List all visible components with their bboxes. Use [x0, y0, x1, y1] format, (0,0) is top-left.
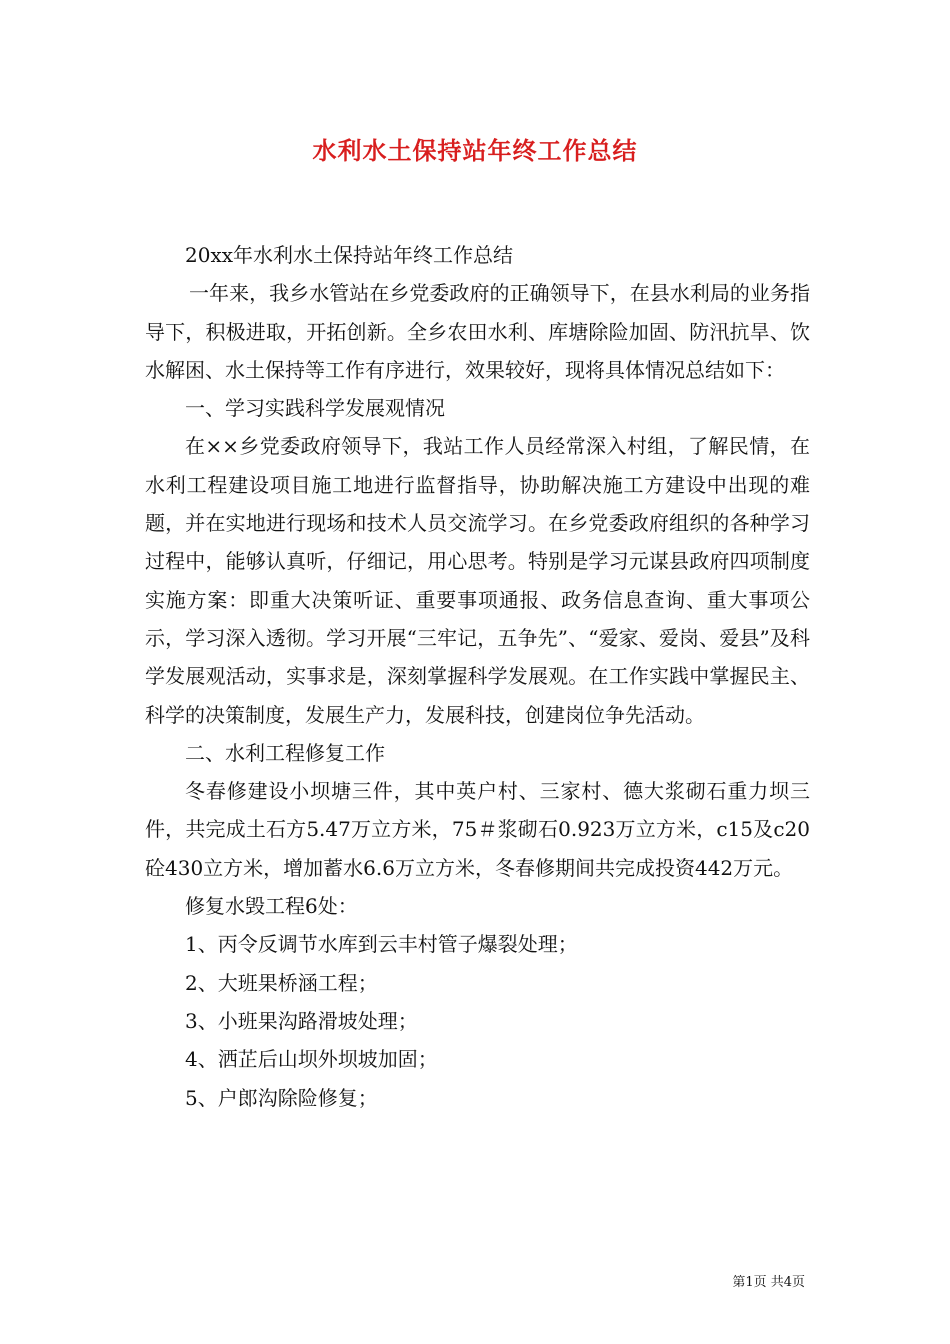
list-item: 2、大班果桥涵工程；	[185, 970, 378, 995]
paragraph-intro: 一年来，我乡水管站在乡党委政府的正确领导下，在县水利局的业务指导下，积极进取，开拓创新。全乡农田水利、库塘除险加固、防汛抗旱、饮水解困、水土保持等工作有序进行，效果较好，现将具体情况总结如下：	[145, 281, 810, 382]
paragraph-repair-count: 修复水毁工程6处：	[185, 894, 358, 919]
list-item: 3、小班果沟路滑坡处理；	[185, 1008, 418, 1033]
list-item: 4、洒芷后山坝外坝坡加固；	[185, 1047, 438, 1072]
document-subtitle: 20xx年水利水土保持站年终工作总结	[185, 243, 514, 267]
paragraph-study: 在××乡党委政府领导下，我站工作人员经常深入村组，了解民情，在水利工程建设项目施工地进行监督指导，协助解决施工方建设中出现的难题，并在实地进行现场和技术人员交流学习。在乡党委政府组织的各种学习过程中，能够认真听，仔细记，用心思考。特别是学习元谋县政府四项制度实施方案：即重大决策听证、重要事项通报、政务信息查询、重大事项公示，学习深入透彻。学习开展“三牢记，五争先”、“爱家、爱岗、爱县”及科学发展观活动，实事求是，深刻掌握科学发展观。在工作实践中掌握民主、科学的决策制度，发展生产力，发展科技，创建岗位争先活动。	[145, 434, 810, 727]
list-item: 5、户郎沟除险修复；	[185, 1085, 378, 1110]
page-number: 第1页 共4页	[732, 1275, 805, 1290]
document-body	[145, 236, 810, 1117]
paragraph-repair: 冬春修建设小坝塘三件，其中英户村、三家村、德大浆砌石重力坝三件，共完成土石方5.47万立方米，75＃浆砌石0.923万立方米，c15及c20砼430立方米，增加蓄水6.6万立方米，冬春修期间共完成投资442万元。	[145, 779, 810, 880]
section-heading-1: 一、学习实践科学发展观情况	[185, 396, 445, 421]
list-item: 1、丙令反调节水库到云丰村管子爆裂处理；	[185, 932, 578, 957]
document-title: 水利水土保持站年终工作总结	[312, 137, 638, 165]
section-heading-2: 二、水利工程修复工作	[185, 740, 385, 765]
